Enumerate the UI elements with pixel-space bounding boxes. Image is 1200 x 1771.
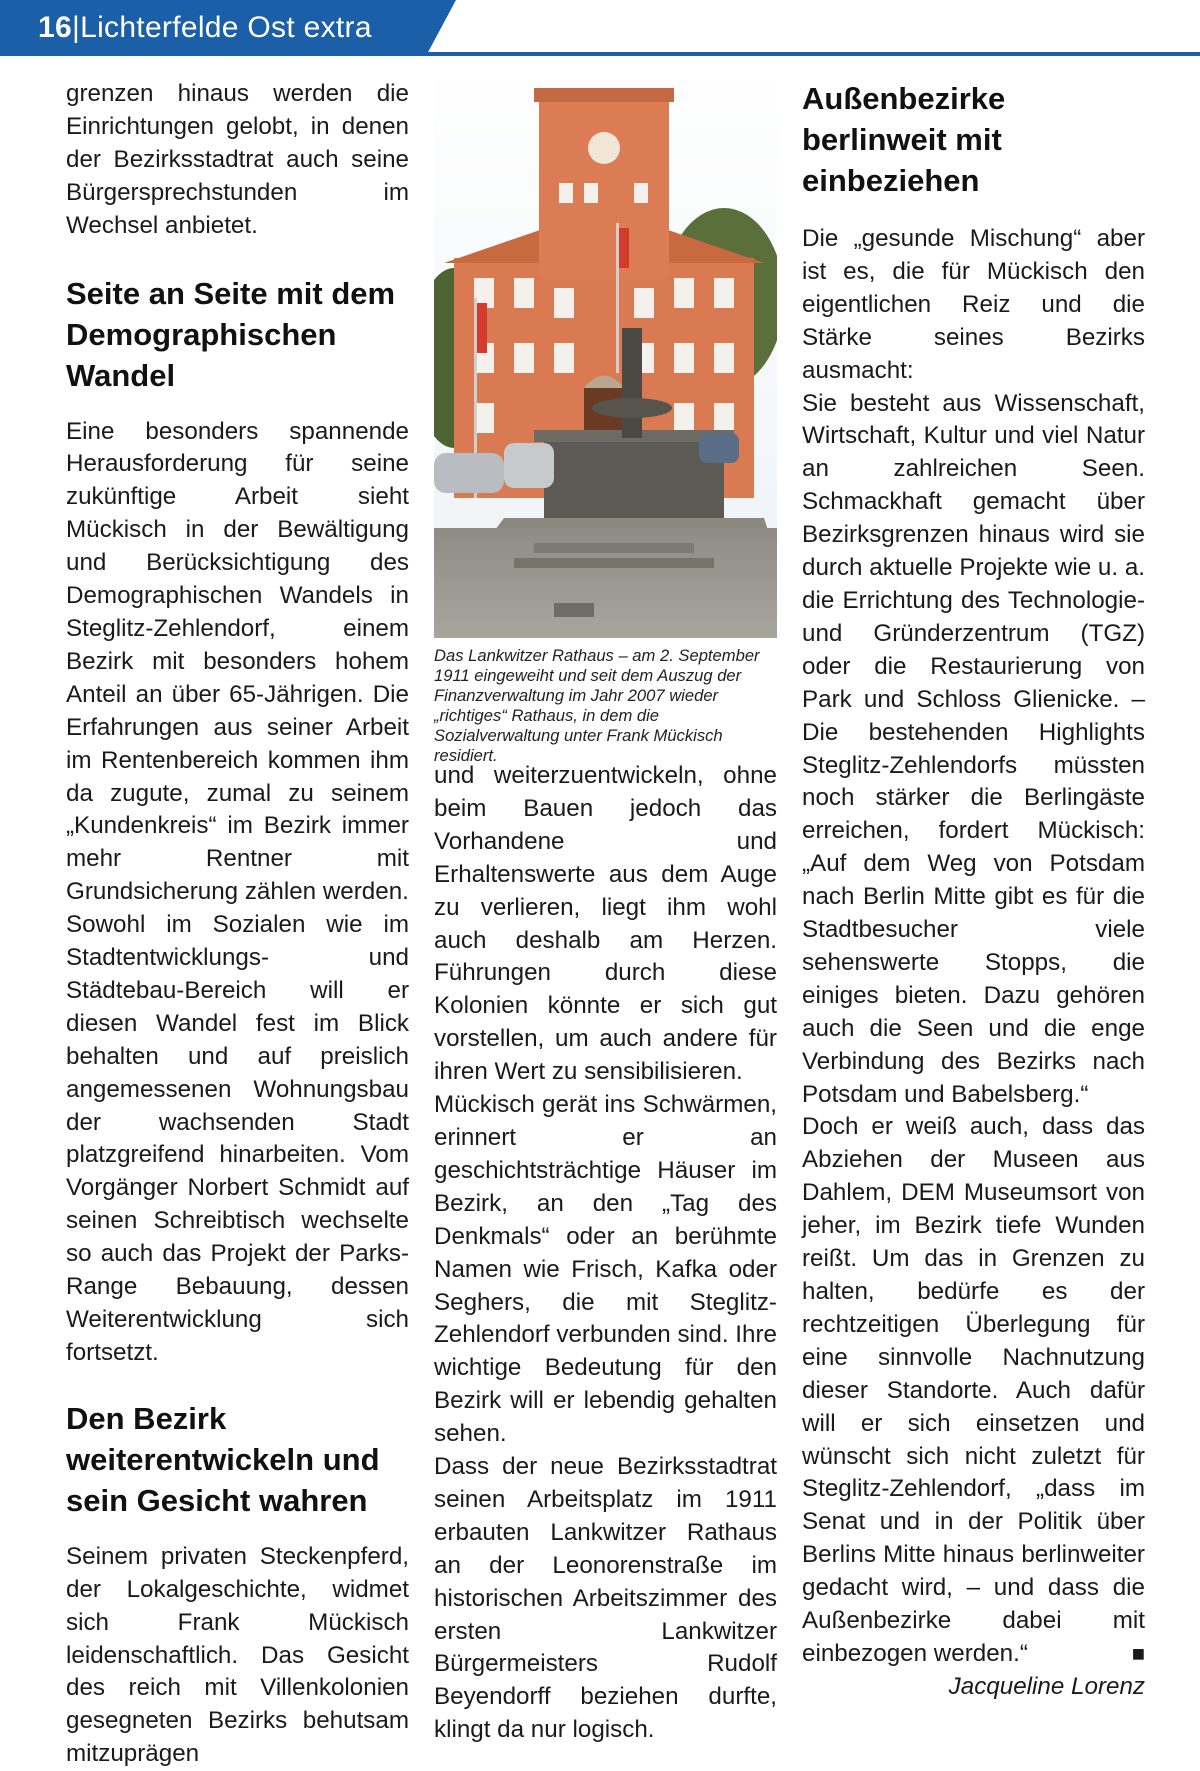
col2-paragraph-2: Mückisch gerät ins Schwärmen, erinnert er an geschichtsträchtige Häuser im Bezirk, an den „Tag des Denkmals“ oder an berühmte Namen wie Frisch, Kafka oder Seghers, die mit Steglitz-Zehlendorf verbunden sind. Ihre wichtige Bedeutung für den Bezirk will er lebendig gehalten sehen.: [434, 1091, 777, 1448]
col1-heading-2: Den Bezirk weiterentwickeln und sein Gesicht wahren: [66, 1400, 380, 1518]
town-hall-illustration: [434, 58, 777, 638]
section-name: Lichterfelde Ost extra: [80, 11, 372, 44]
town-hall-photo: [434, 58, 777, 638]
col1-paragraph-4: Seinem privaten Steckenpferd, der Lokalgeschichte, widmet sich Frank Mückisch leidenschaftlich. Das Gesicht des reich mit Villenkolonien gesegneten Bezirks behutsam mitzuprägen: [66, 1542, 409, 1768]
section-header: [0, 0, 456, 56]
column-3: [802, 78, 1145, 1704]
author-name: Jacqueline Lorenz: [948, 1672, 1145, 1700]
column-1: [66, 78, 409, 1771]
page-number: 16: [38, 11, 72, 44]
col3-paragraph-1: Die „gesunde Mischung“ aber ist es, die für Mückisch den eigentlichen Reiz und die Stärke seines Bezirks ausmacht:: [802, 225, 1145, 384]
photo-caption: Das Lankwitzer Rathaus – am 2. September 1911 eingeweiht und seit dem Auszug der Finanzverwaltung im Jahr 2007 wieder „richtiges“ Rathaus, in dem die Sozialverwaltung unter Frank Mückisch residiert.: [434, 646, 760, 765]
col1-paragraph-3: Sowohl im Sozialen wie im Stadtentwicklungs- und Städtebau-Bereich will er diesen Wandel fest im Blick behalten und auf preislich angemessenen Wohnungsbau der wachsenden Stadt platzgreifend hinarbeiten. Vom Vorgänger Norbert Schmidt auf seinen Schreibtisch wechselte so auch das Projekt der Parks-Range Bebauung, dessen Weiterentwicklung sich fortsetzt.: [66, 911, 409, 1366]
header-separator: |: [71, 11, 81, 44]
col1-paragraph-2: Eine besonders spannende Herausforderung für seine zukünftige Arbeit sieht Mückisch in der Bewältigung und Berücksichtigung des Demographischen Wandels in Steglitz-Zehlendorf, einem Bezirk mit besonders hohem Anteil an über 65-Jährigen. Die Erfahrungen aus seiner Arbeit im Rentenbereich kommen ihm da zugute, zumal zu seinem „Kundenkreis“ im Bezirk immer mehr Rentner mit Grundsicherung zählen werden.: [66, 417, 409, 906]
end-of-article-mark: ■: [1131, 1640, 1145, 1666]
column-2: [434, 760, 777, 1747]
col3-paragraph-3: [802, 1111, 1145, 1670]
col1-paragraph-1: grenzen hinaus werden die Einrichtungen gelobt, in denen der Bezirksstadtrat auch seine Bürgersprechstunden im Wechsel anbietet.: [66, 80, 409, 239]
col2-paragraph-3: Dass der neue Bezirksstadtrat seinen Arbeitsplatz im 1911 erbauten Lankwitzer Rathaus an der Leonorenstraße im historischen Arbeitszimmer des ersten Lankwitzer Bürgermeisters Rudolf Beyendorff beziehen durfte, klingt da nur logisch.: [434, 1453, 777, 1744]
header-title: [38, 12, 372, 44]
col3-paragraph-2: Sie besteht aus Wissenschaft, Wirtschaft, Kultur und viel Natur an zahlreichen Seen. Schmackhaft gemacht über Bezirksgrenzen hinaus wird sie durch aktuelle Projekte wie u. a. die Errichtung des Technologie- und Gründerzentrum (TGZ) oder die Restaurierung von Park und Schloss Glienicke. – Die bestehenden Highlights Steglitz-Zehlendorfs müssten noch stärker die Berlingäste erreichen, fordert Mückisch: „Auf dem Weg von Potsdam nach Berlin Mitte gibt es für die Stadtbesucher viele sehenswerte Stopps, die einiges bieten. Dazu gehören auch die Seen und die enge Verbindung des Bezirks nach Potsdam und Babelsberg.“: [802, 389, 1145, 1108]
col3-heading-1: Außenbezirke berlinweit mit einbeziehen: [802, 81, 1006, 198]
col3-paragraph-3-text: Doch er weiß auch, dass das Abziehen der Museen aus Dahlem, DEM Museumsort von jeher, im Bezirk tiefe Wunden reißt. Um das in Grenzen zu halten, bedürfe es der rechtzeitigen Überlegung für eine sinnvolle Nachnutzung dieser Standorte. Auch dafür will er sich einsetzen und wünscht sich nicht zuletzt für Steglitz-Zehlendorf, „dass im Senat und in der Politik über Berlins Mitte hinaus berlinweiter gedacht wird, – und dass die Außenbezirke dabei mit einbezogen werden.“: [802, 1113, 1145, 1667]
col2-paragraph-1: und weiterzuentwickeln, ohne beim Bauen jedoch das Vorhandene und Erhaltenswerte aus dem Auge zu verlieren, liegt ihm wohl auch deshalb am Herzen. Führungen durch diese Kolonien könnte er sich gut vorstellen, um auch andere für ihren Wert zu sensibilisieren.: [434, 762, 777, 1086]
col1-heading-1: Seite an Seite mit dem Demographischen Wandel: [66, 275, 396, 393]
header-rule: [0, 52, 1200, 56]
